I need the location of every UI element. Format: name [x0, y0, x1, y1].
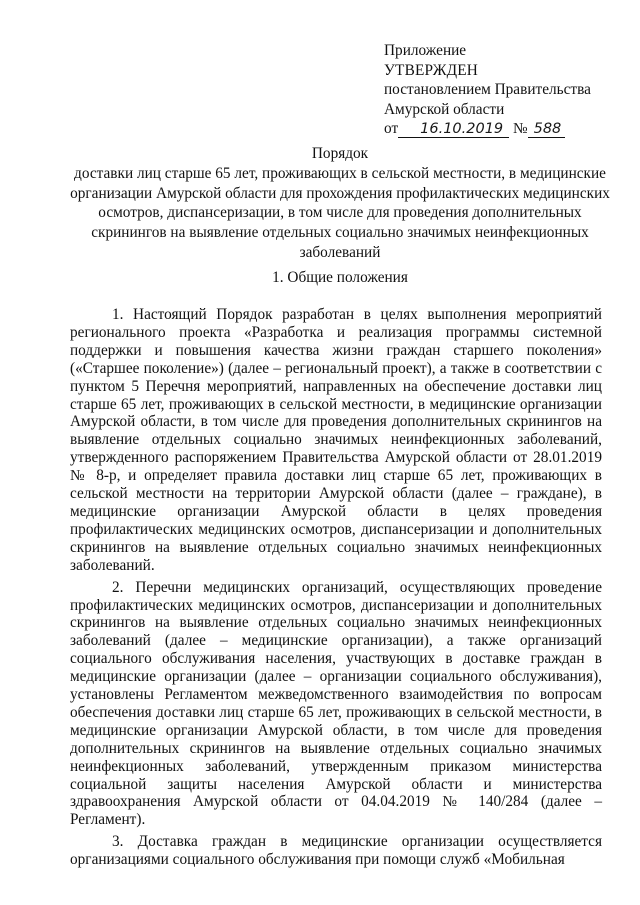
title-heading: Порядок [311, 145, 369, 162]
region-label: Амурской области [384, 100, 505, 118]
appendix-label: Приложение [384, 42, 467, 59]
date-prefix: от [384, 120, 399, 137]
approval-stamp [384, 41, 634, 139]
paragraph: 1. Настоящий Порядок разработан в целях выполнения мероприятий регионального проекта «Разработка и реализация программы системной поддержки и повышения качества жизни граждан старшего поколения» («Старшее поколение») (далее – региональный проект), а также в соответствии с пунктом 5 Перечня мероприятий, направленных на обеспечение доставки лиц старше 65 лет, проживающих в сельской местности, в медицинские организации Амурской области, в том числе для проведения дополнительных скринингов на выявление отдельных социально значимых неинфекционных заболеваний, утвержденного распоряжением Правительства Амурской области от 28.01.2019 № 8-р, и определяет правила доставки лиц старше 65 лет, проживающих в сельской местности на территории Амурской области (далее – граждане), в медицинские организации Амурской области в целях проведения профилактических медицинских осмотров, диспансеризации и дополнительных скринингов на выявление отдельных социально значимых неинфекционных заболеваний. [70, 306, 602, 574]
handwritten-date: 16.10.2019 [398, 121, 509, 138]
title-text: доставки лиц старше 65 лет, проживающих в сельской местности, в медицинские организации Амурской области для прохождения профилактических медицинских осмотров, диспансеризации, в том числе для проведения дополнительных скринингов на выявление отдельных социально значимых неинфекционных заболеваний [70, 164, 610, 261]
document-title [70, 144, 610, 263]
handwritten-number: 588 [528, 121, 566, 138]
paragraph: 2. Перечни медицинских организаций, осуществляющих проведение профилактических медицинских осмотров, диспансеризации и дополнительных скринингов на выявление отдельных социально значимых неинфекционных заболеваний (далее – медицинские организации), а также организаций социального обслуживания населения, участвующих в доставке граждан в медицинские организации (далее – организации социального обслуживания), установлены Регламентом межведомственного взаимодействия по вопросам обеспечения доставки лиц старше 65 лет, проживающих в сельской местности, в медицинские организации Амурской области, в том числе для проведения дополнительных скринингов на выявление отдельных социально значимых неинфекционных заболеваний, утвержденным приказом министерства социальной защиты населения Амурской области и министерства здравоохранения Амурской области от 04.04.2019 № 140/284 (далее – Регламент). [70, 578, 602, 829]
approval-date-line [384, 119, 634, 139]
section-heading: 1. Общие положения [272, 269, 408, 286]
document-body [70, 306, 602, 873]
resolution-label: постановлением Правительства [384, 81, 591, 98]
number-prefix: № [513, 120, 528, 137]
paragraph: 3. Доставка граждан в медицинские организации осуществляется организациями социального обслуживания при помощи служб «Мобильная [70, 833, 602, 869]
approved-label: УТВЕРЖДЕН [384, 61, 479, 79]
